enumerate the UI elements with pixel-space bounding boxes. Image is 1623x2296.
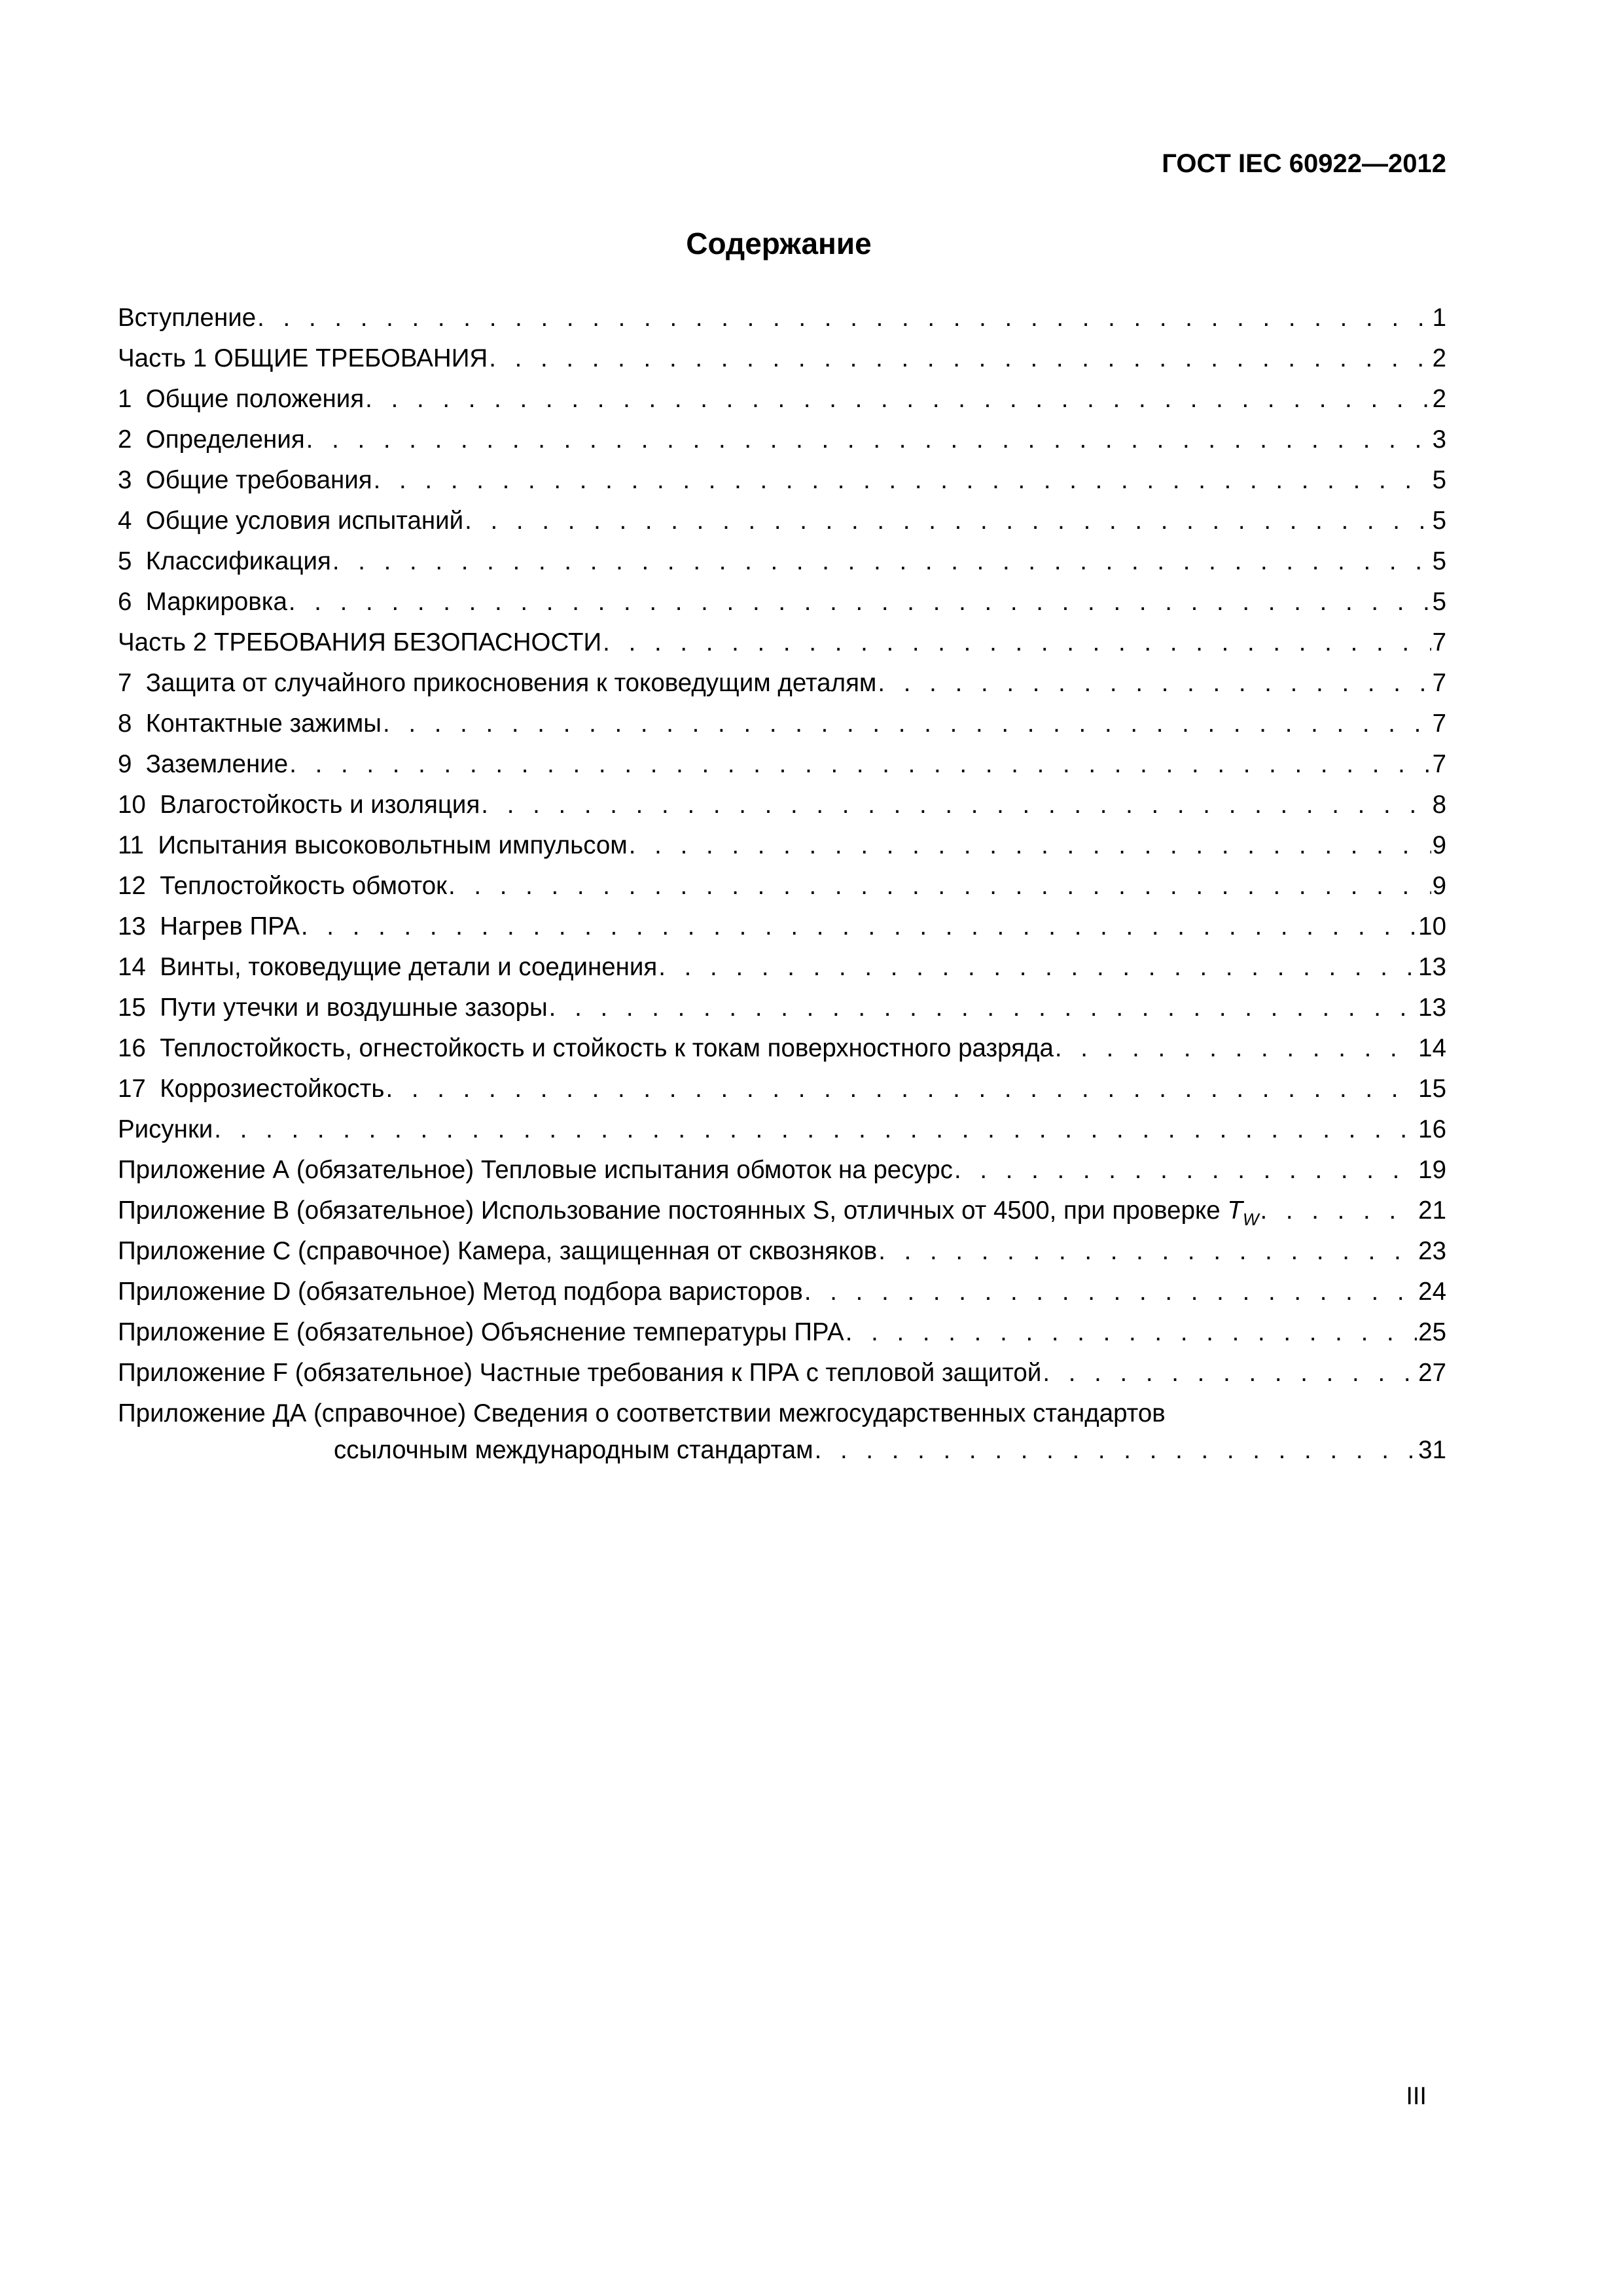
dot-leader: [549, 988, 1418, 1028]
toc-entry-annex-c[interactable]: [118, 1231, 1446, 1272]
toc-entry-label: 13 Нагрев ПРА: [118, 912, 300, 941]
toc-entry-page: 5: [1432, 466, 1446, 494]
toc-entry-figures[interactable]: [118, 1109, 1446, 1150]
toc-entry-page: 15: [1418, 1075, 1446, 1103]
toc-entry-13[interactable]: [118, 906, 1446, 947]
table-of-contents: [118, 298, 1446, 1471]
toc-entry-label: 14 Винты, токоведущие детали и соединения: [118, 953, 658, 981]
toc-entry-page: 9: [1432, 872, 1446, 900]
dot-leader: [658, 947, 1417, 988]
toc-entry-annex-b[interactable]: [118, 1191, 1446, 1231]
toc-entry-16[interactable]: [118, 1028, 1446, 1069]
dot-leader: [954, 1150, 1417, 1191]
dot-leader: [1055, 1028, 1417, 1069]
toc-entry-7[interactable]: [118, 663, 1446, 704]
toc-entry-page: 25: [1418, 1318, 1446, 1346]
toc-entry-label: Приложение А (обязательное) Тепловые испытания обмоток на ресурс: [118, 1156, 953, 1184]
toc-entry-label: 15 Пути утечки и воздушные зазоры: [118, 994, 548, 1022]
toc-entry-label: Приложение ДА (справочное) Сведения о соответствии межгосударственных стандартов: [118, 1399, 1166, 1427]
toc-entry-label: Приложение С (справочное) Камера, защищенная от сквозняков: [118, 1237, 878, 1265]
dot-leader: [629, 825, 1431, 866]
dot-leader: [301, 906, 1417, 947]
toc-entry-label: 8 Контактные зажимы: [118, 709, 382, 738]
toc-entry-page: 19: [1418, 1156, 1446, 1184]
toc-entry-page: 2: [1432, 344, 1446, 372]
toc-entry-label: 3 Общие требования: [118, 466, 372, 494]
toc-entry-label-cont: ссылочным международным стандартам: [334, 1436, 813, 1464]
toc-entry-annex-f[interactable]: [118, 1353, 1446, 1393]
toc-entry-page: 13: [1418, 994, 1446, 1022]
toc-entry-label: 6 Маркировка: [118, 588, 287, 616]
toc-entry-15[interactable]: [118, 988, 1446, 1028]
toc-entry-page: 3: [1432, 425, 1446, 454]
toc-entry-page: 23: [1418, 1237, 1446, 1265]
page-number: III: [1406, 2083, 1427, 2110]
toc-entry-label: 11 Испытания высоковольтным импульсом: [118, 831, 628, 859]
toc-entry-annex-d[interactable]: [118, 1272, 1446, 1312]
toc-title: Содержание: [686, 226, 872, 260]
toc-entry-page: 5: [1432, 507, 1446, 535]
dot-leader: [385, 1069, 1417, 1109]
toc-entry-page: 5: [1432, 588, 1446, 616]
toc-entry-label: 2 Определения: [118, 425, 305, 454]
toc-entry-2[interactable]: [118, 420, 1446, 460]
dot-leader: [1260, 1191, 1417, 1231]
dot-leader: [306, 420, 1431, 460]
toc-entry-label: 12 Теплостойкость обмоток: [118, 872, 447, 900]
toc-entry-label: 10 Влагостойкость и изоляция: [118, 791, 480, 819]
toc-entry-12[interactable]: [118, 866, 1446, 906]
toc-entry-part-2[interactable]: [118, 622, 1446, 663]
toc-entry-10[interactable]: [118, 785, 1446, 825]
toc-entry-annex-e[interactable]: [118, 1312, 1446, 1353]
toc-entry-page: 7: [1432, 628, 1446, 656]
toc-entry-label: Приложение Е (обязательное) Объяснение температуры ПРА: [118, 1318, 844, 1346]
dot-leader: [374, 460, 1431, 501]
toc-entry-page: 7: [1432, 669, 1446, 697]
dot-leader: [815, 1430, 1418, 1471]
toc-entry-5[interactable]: [118, 541, 1446, 582]
toc-entry-label: 9 Заземление: [118, 750, 289, 778]
toc-entry-label: 16 Теплостойкость, огнестойкость и стойкость к токам поверхностного разряда: [118, 1034, 1054, 1062]
toc-entry-label: 4 Общие условия испытаний: [118, 507, 464, 535]
dot-leader: [448, 866, 1431, 906]
dot-leader: [804, 1272, 1417, 1312]
tw-symbol: $T_W$: [1227, 1196, 1259, 1229]
toc-entry-page: 14: [1418, 1034, 1446, 1062]
toc-entry-label: Приложение D (обязательное) Метод подбора варисторов: [118, 1278, 803, 1306]
toc-entry-annex-da[interactable]: [118, 1393, 1446, 1471]
toc-entry-17[interactable]: [118, 1069, 1446, 1109]
toc-entry-1[interactable]: [118, 379, 1446, 420]
toc-entry-page: 13: [1418, 953, 1446, 981]
document-id: ГОСТ IEC 60922—2012: [1162, 149, 1446, 178]
toc-entry-page: 7: [1432, 750, 1446, 778]
dot-leader: [214, 1109, 1417, 1150]
toc-entry-label-text: Приложение В (обязательное) Использование постоянных S, отличных от 4500, при проверке: [118, 1196, 1221, 1225]
dot-leader: [1043, 1353, 1417, 1393]
dot-leader: [465, 501, 1431, 541]
toc-entry-page: 1: [1432, 304, 1446, 332]
toc-entry-page: 16: [1418, 1115, 1446, 1143]
toc-entry-page: 10: [1418, 912, 1446, 941]
toc-entry-6[interactable]: [118, 582, 1446, 622]
dot-leader: [383, 704, 1431, 744]
dot-leader: [481, 785, 1431, 825]
toc-entry-introduction[interactable]: [118, 298, 1446, 338]
toc-entry-part-1[interactable]: [118, 338, 1446, 379]
toc-entry-label: 17 Коррозиестойкость: [118, 1075, 385, 1103]
dot-leader: [289, 744, 1431, 785]
dot-leader: [603, 622, 1431, 663]
dot-leader: [257, 298, 1431, 338]
toc-entry-label: Часть 2 ТРЕБОВАНИЯ БЕЗОПАСНОСТИ: [118, 628, 602, 656]
toc-entry-page: 8: [1432, 791, 1446, 819]
dot-leader: [332, 541, 1431, 582]
toc-entry-label: 7 Защита от случайного прикосновения к токоведущим деталям: [118, 669, 877, 697]
toc-entry-page: 31: [1418, 1436, 1446, 1464]
toc-entry-label: Рисунки: [118, 1115, 213, 1143]
toc-entry-14[interactable]: [118, 947, 1446, 988]
toc-entry-3[interactable]: [118, 460, 1446, 501]
toc-entry-continuation: [118, 1430, 1446, 1471]
toc-entry-page: 2: [1432, 385, 1446, 413]
toc-entry-label: Приложение F (обязательное) Частные требования к ПРА с тепловой защитой: [118, 1359, 1042, 1387]
toc-entry-11[interactable]: [118, 825, 1446, 866]
toc-entry-label: 1 Общие положения: [118, 385, 365, 413]
toc-entry-page: 21: [1418, 1196, 1446, 1225]
toc-entry-page: 9: [1432, 831, 1446, 859]
dot-leader: [489, 338, 1431, 379]
dot-leader: [289, 582, 1431, 622]
toc-entry-9[interactable]: [118, 744, 1446, 785]
dot-leader: [846, 1312, 1417, 1353]
toc-entry-annex-a[interactable]: [118, 1150, 1446, 1191]
toc-entry-page: 27: [1418, 1359, 1446, 1387]
dot-leader: [365, 379, 1431, 420]
toc-entry-label: 5 Классификация: [118, 547, 331, 575]
dot-leader: [878, 663, 1431, 704]
toc-entry-label: Вступление: [118, 304, 257, 332]
toc-entry-page: 24: [1418, 1278, 1446, 1306]
dot-leader: [878, 1231, 1417, 1272]
toc-entry-page: 5: [1432, 547, 1446, 575]
toc-entry-4[interactable]: [118, 501, 1446, 541]
toc-entry-8[interactable]: [118, 704, 1446, 744]
toc-entry-label: Часть 1 ОБЩИЕ ТРЕБОВАНИЯ: [118, 344, 488, 372]
toc-entry-page: 7: [1432, 709, 1446, 738]
